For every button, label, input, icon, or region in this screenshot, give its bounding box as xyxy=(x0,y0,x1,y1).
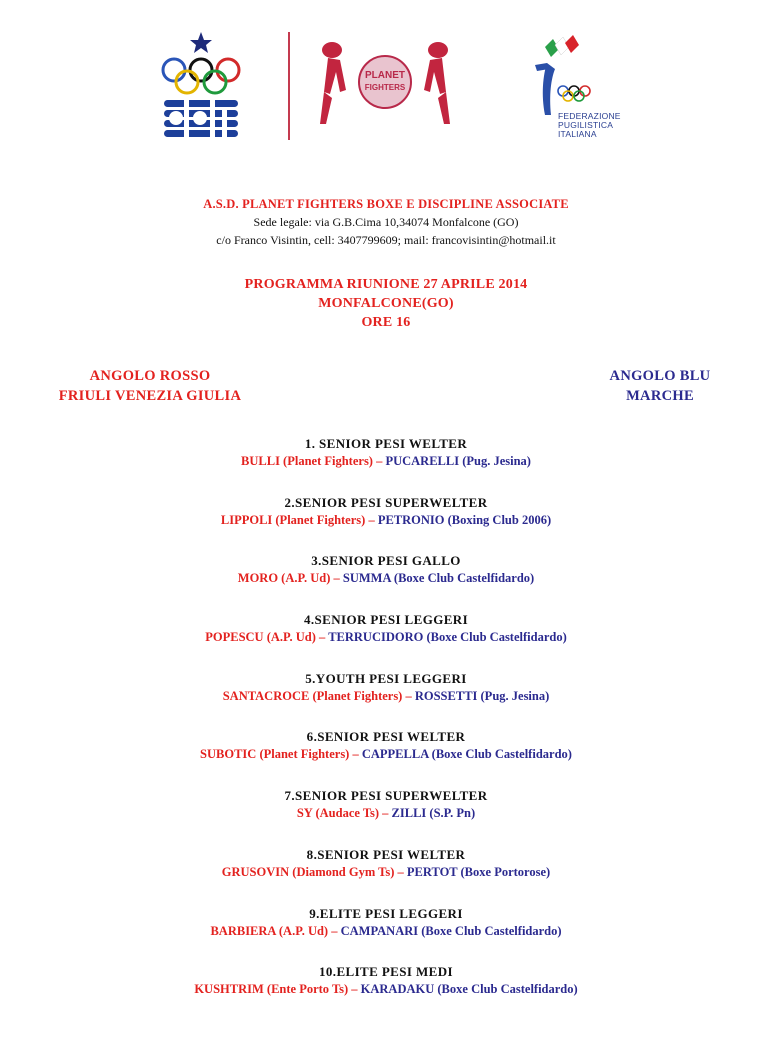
bout-title: 7.SENIOR PESI SUPERWELTER xyxy=(284,788,488,804)
program-place: MONFALCONE(GO) xyxy=(318,296,454,311)
bout-match xyxy=(0,863,760,881)
red-fighter: POPESCU (A.P. Ud) xyxy=(205,630,316,645)
blue-corner-label: ANGOLO BLU xyxy=(609,368,711,384)
blue-corner xyxy=(590,366,730,406)
red-fighter: BARBIERA (A.P. Ud) xyxy=(210,923,329,938)
red-corner-region: FRIULI VENEZIA GIULIA xyxy=(58,388,242,404)
svg-text:FIGHTERS: FIGHTERS xyxy=(364,83,406,92)
bout-item xyxy=(0,963,760,1022)
bout-match xyxy=(0,980,760,998)
bout-title: 8.SENIOR PESI WELTER xyxy=(306,846,466,862)
fpi-line-1: FEDERAZIONE xyxy=(558,111,621,121)
red-fighter: SUBOTIC (Planet Fighters) xyxy=(200,747,350,762)
fpi-name xyxy=(558,112,648,139)
bout-match xyxy=(0,745,760,763)
bout-item xyxy=(0,435,760,494)
bout-separator: – xyxy=(379,806,392,821)
org-name: A.S.D. PLANET FIGHTERS BOXE E DISCIPLINE ASSOCIATE xyxy=(203,197,569,211)
bout-item xyxy=(0,846,760,905)
red-corner-label: ANGOLO ROSSO xyxy=(89,368,211,384)
bout-separator: – xyxy=(328,923,341,938)
bout-item xyxy=(0,494,760,553)
blue-fighter: CAMPANARI (Boxe Club Castelfidardo) xyxy=(340,923,562,938)
red-fighter: SANTACROCE (Planet Fighters) xyxy=(222,688,403,703)
bout-separator: – xyxy=(372,454,386,468)
bout-title: 5.YOUTH PESI LEGGERI xyxy=(305,670,467,686)
bout-title: 3.SENIOR PESI GALLO xyxy=(311,553,461,569)
bout-item xyxy=(0,670,760,729)
blue-fighter: SUMMA (Boxe Club Castelfidardo) xyxy=(342,571,535,586)
bout-match xyxy=(0,687,760,705)
red-fighter: KUSHTRIM (Ente Porto Ts) xyxy=(194,982,349,997)
svg-text:PLANET: PLANET xyxy=(365,70,405,81)
red-corner xyxy=(40,366,260,406)
bout-title: 9.ELITE PESI LEGGERI xyxy=(309,905,463,921)
bout-title: 2.SENIOR PESI SUPERWELTER xyxy=(284,494,488,510)
program-time: ORE 16 xyxy=(361,315,411,330)
red-fighter: LIPPOLI (Planet Fighters) xyxy=(220,512,366,527)
red-fighter: GRUSOVIN (Diamond Gym Ts) xyxy=(221,864,395,879)
bout-separator: – xyxy=(330,571,343,586)
blue-fighter: KARADAKU (Boxe Club Castelfidardo) xyxy=(360,982,578,997)
bout-separator: – xyxy=(315,630,329,645)
blue-corner-region: MARCHE xyxy=(626,388,694,404)
logo-strip xyxy=(140,20,640,150)
bout-title: 4.SENIOR PESI LEGGERI xyxy=(303,612,469,628)
bout-item xyxy=(0,611,760,670)
blue-fighter: ROSSETTI (Pug. Jesina) xyxy=(414,688,550,703)
bout-item xyxy=(0,552,760,611)
red-fighter: SY (Audace Ts) xyxy=(296,806,380,821)
bout-match xyxy=(0,804,760,822)
org-contact: c/o Franco Visintin, cell: 3407799609; mail: francovisintin@hotmail.it xyxy=(216,233,556,247)
blue-fighter: TERRUCIDORO (Boxe Club Castelfidardo) xyxy=(328,630,567,645)
logo-divider xyxy=(288,32,290,140)
bout-separator: – xyxy=(348,982,361,997)
bout-list xyxy=(0,435,760,1022)
bout-match xyxy=(0,452,760,470)
red-fighter: MORO (A.P. Ud) xyxy=(237,571,331,586)
blue-fighter: PETRONIO (Boxing Club 2006) xyxy=(377,512,552,527)
fpi-line-3: ITALIANA xyxy=(558,129,597,139)
bout-match xyxy=(0,569,760,587)
bout-item xyxy=(0,728,760,787)
org-address: Sede legale: via G.B.Cima 10,34074 Monfalcone (GO) xyxy=(253,215,519,229)
program-header xyxy=(0,275,760,332)
bout-separator: – xyxy=(402,688,415,703)
bout-item xyxy=(0,905,760,964)
red-fighter: BULLI (Planet Fighters) xyxy=(241,454,373,468)
planet-fighters-logo-icon xyxy=(310,32,460,132)
bout-title: 1. SENIOR PESI WELTER xyxy=(304,436,468,451)
bout-match xyxy=(0,628,760,646)
blue-fighter: PERTOT (Boxe Portorose) xyxy=(406,864,551,879)
fpi-line-2: PUGILISTICA xyxy=(558,120,614,130)
blue-fighter: CAPPELLA (Boxe Club Castelfidardo) xyxy=(361,747,572,762)
bout-item xyxy=(0,787,760,846)
program-title: PROGRAMMA RIUNIONE 27 APRILE 2014 xyxy=(244,277,528,292)
org-header xyxy=(0,195,760,249)
blue-fighter: ZILLI (S.P. Pn) xyxy=(391,806,476,821)
coni-logo-icon xyxy=(160,30,242,140)
bout-title: 6.SENIOR PESI WELTER xyxy=(306,729,466,745)
bout-separator: – xyxy=(365,512,378,527)
blue-fighter: PUCARELLI (Pug. Jesina) xyxy=(385,454,531,468)
bout-separator: – xyxy=(349,747,362,762)
bout-match xyxy=(0,511,760,529)
bout-separator: – xyxy=(394,864,407,879)
bout-match xyxy=(0,922,760,940)
bout-title: 10.ELITE PESI MEDI xyxy=(319,964,453,980)
